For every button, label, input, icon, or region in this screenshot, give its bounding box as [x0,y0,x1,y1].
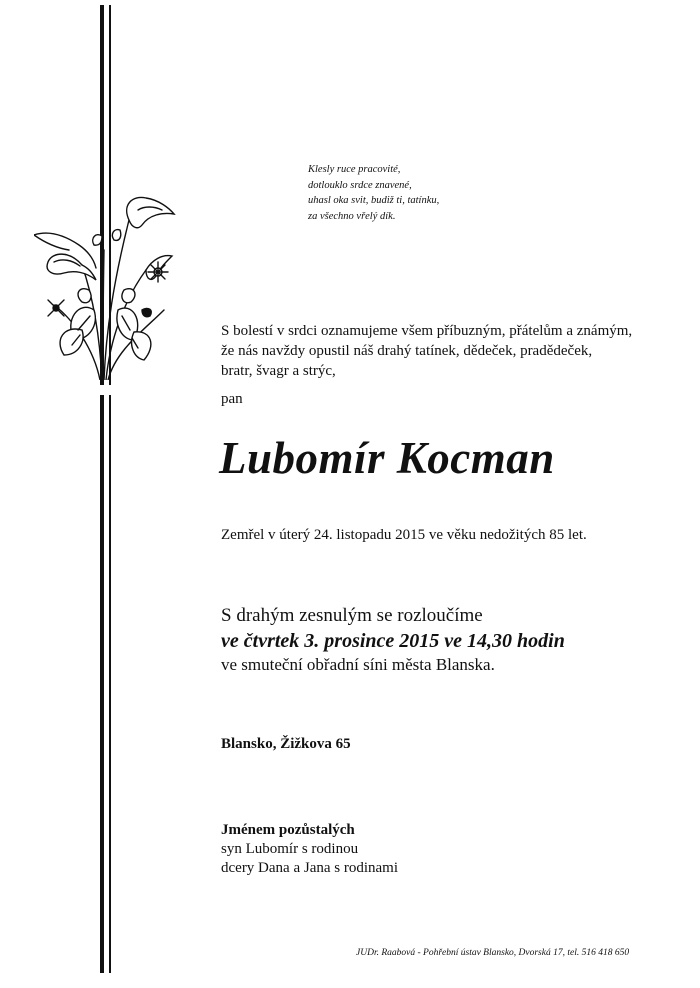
poem-line: za všechno vřelý dík. [308,210,396,222]
mourners-list [221,821,621,878]
intro-line: S bolestí v srdci oznamujeme všem příbuzným, přátelům a známým, [221,323,633,339]
mourning-line-thick-bottom [100,395,104,973]
mourner-line: dcery Dana a Jana s rodinami [221,860,399,876]
announcement-intro [221,321,681,381]
deceased-name: Lubomír Kocman [219,433,555,483]
salutation: pan [221,391,243,407]
mourner-line: syn Lubomír s rodinou [221,841,359,857]
mourners-heading: Jménem pozůstalých [221,822,355,838]
poem-line: uhasl oka svit, budiž ti, tatínku, [308,195,440,206]
death-notice: Zemřel v úterý 24. listopadu 2015 ve věku nedožitých 85 let. [221,527,587,543]
farewell-date-time: ve čtvrtek 3. prosince 2015 ve 14,30 hodin [221,630,565,652]
intro-line: že nás navždy opustil náš drahý tatínek, dědeček, pradědeček, [221,343,593,359]
funeral-service-footer: JUDr. Raabová - Pohřební ústav Blansko, Dvorská 17, tel. 516 418 650 [356,948,630,958]
mourning-line-thin-bottom [109,395,111,973]
memorial-poem [308,162,548,224]
farewell-line: S drahým zesnulým se rozloučíme [221,605,483,626]
family-address: Blansko, Žižkova 65 [221,736,351,752]
funeral-details [221,604,681,676]
poem-line: Klesly ruce pracovité, [308,164,401,175]
farewell-venue: ve smuteční obřadní síni města Blanska. [221,655,495,674]
intro-line: bratr, švagr a strýc, [221,363,336,379]
calla-lily-bouquet-icon [34,190,179,380]
poem-line: dotlouklo srdce znavené, [308,179,412,191]
